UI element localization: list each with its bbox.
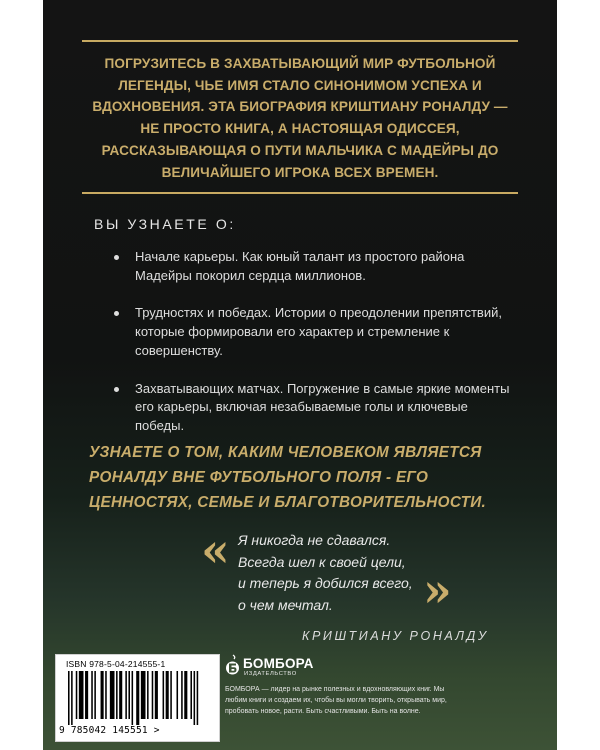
intro-text: ПОГРУЗИТЕСЬ В ЗАХВАТЫВАЮЩИЙ МИР ФУТБОЛЬНОЙ ЛЕГЕНДЫ, ЧЬЕ ИМЯ СТАЛО СИНОНИМОМ УСПЕХА И ВДОХНОВЕНИЯ. ЭТА БИОГРАФИЯ КРИШТИАНУ РОНАЛДУ — НЕ ПРОСТО КНИГА, А НАСТОЯЩАЯ ОДИССЕЯ, РАССКАЗЫВАЮЩАЯ О ПУТИ МАЛЬЧИКА С МАДЕЙРЫ ДО ВЕЛИЧАЙШЕГО ИГРОКА ВСЕХ ВРЕМЕН. — [92, 56, 508, 180]
bullet-item — [113, 380, 513, 436]
book-back-cover — [43, 0, 557, 750]
quote-line: Я никогда не сдавался. — [238, 532, 391, 548]
bullet-dot-icon — [114, 311, 119, 316]
bullet-text: Начале карьеры. Как юный талант из простого района Мадейры покорил сердца миллионов. — [135, 249, 465, 283]
close-quote-icon: » — [423, 563, 452, 617]
quote-author: КРИШТИАНУ РОНАЛДУ — [302, 629, 489, 643]
isbn-label: ISBN 978-5-04-214555-1 — [66, 659, 166, 669]
learn-title: ВЫ УЗНАЕТЕ О: — [94, 216, 236, 232]
bullet-text: Захватывающих матчах. Погружение в самые яркие моменты его карьеры, включая незабываемые голы и ключевые победы. — [135, 380, 510, 433]
bullet-dot-icon — [114, 387, 119, 392]
quote-block — [238, 530, 438, 616]
bullet-item — [113, 304, 513, 360]
bullet-list — [113, 248, 513, 455]
bombora-logo-icon — [225, 654, 240, 676]
barcode-block — [55, 654, 220, 742]
quote-line: Всегда шел к своей цели, — [238, 553, 406, 570]
publisher-description: БОМБОРА — лидер на рынке полезных и вдохновляющих книг. Мы любим книги и создаем их, чтобы вы могли творить, открывать мир, пробовать новое, расти. Быть счастливыми. Быть на волне. — [225, 686, 447, 715]
barcode-icon — [68, 671, 208, 725]
ean-digits: 9 785042 145551 > — [59, 725, 160, 736]
highlight-text: УЗНАЕТЕ О ТОМ, КАКИМ ЧЕЛОВЕКОМ ЯВЛЯЕТСЯ РОНАЛДУ ВНЕ ФУТБОЛЬНОГО ПОЛЯ - ЕГО ЦЕННОСТЯХ, СЕМЬЕ И БЛАГОТВОРИТЕЛЬНОСТИ. — [89, 444, 487, 511]
quote-line: о чем мечтал. — [238, 596, 333, 613]
bullet-item — [113, 248, 513, 285]
publisher-logo-subtitle: ИЗДАТЕЛЬСТВО — [244, 671, 297, 677]
publisher-logo-text: БОМБОРА — [243, 656, 314, 671]
open-quote-icon: « — [201, 523, 230, 577]
bullet-dot-icon — [114, 255, 119, 260]
quote-line: и теперь я добился всего, — [238, 575, 413, 591]
bullet-text: Трудностях и победах. Истории о преодолении препятствий, которые формировали его характер и стремление к совершенству. — [135, 305, 502, 358]
